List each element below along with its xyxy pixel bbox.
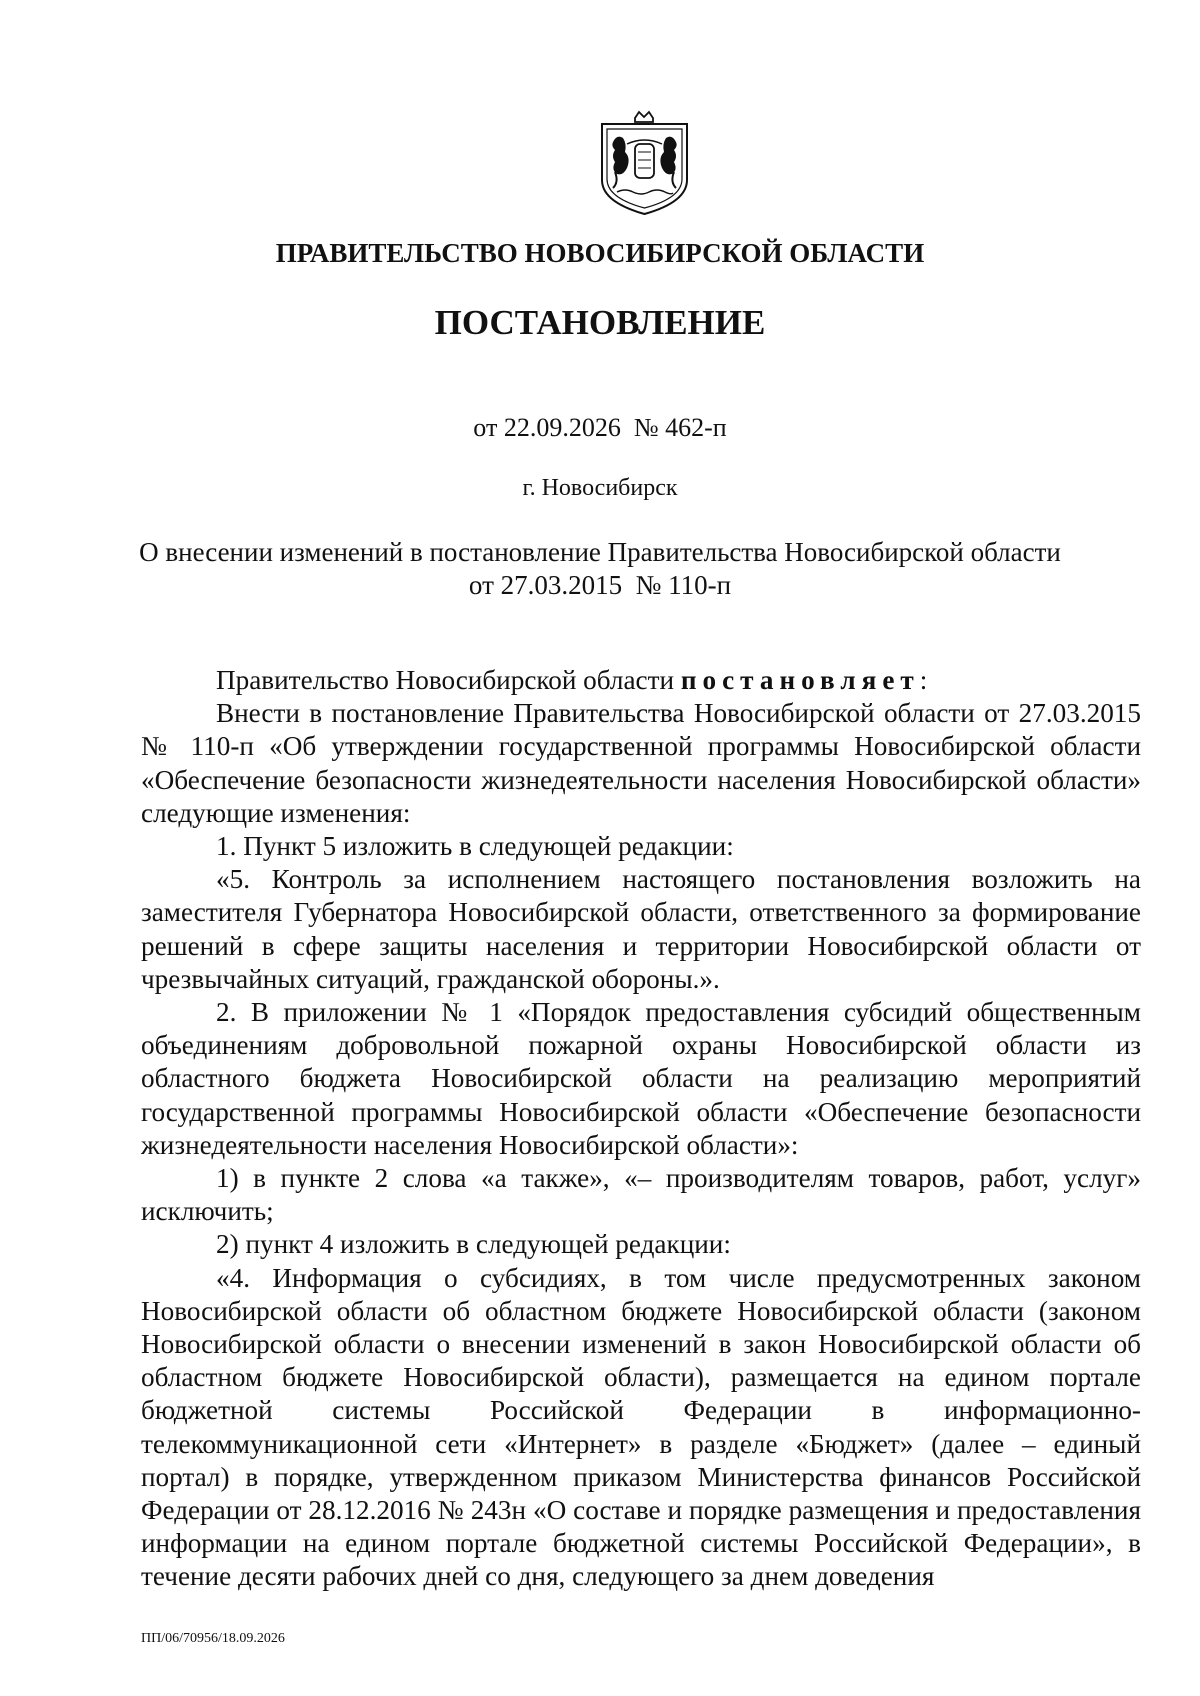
document-body [141, 664, 1141, 1594]
intro-tail: : [919, 665, 928, 695]
document-subject [0, 536, 1200, 602]
coat-of-arms-emblem [597, 110, 692, 218]
document-city: г. Новосибирск [522, 475, 678, 501]
paragraph-5: 1) в пункте 2 слова «а также», «– производителям товаров, работ, услуг» исключить; [141, 1163, 1141, 1227]
intro-paragraph [141, 664, 1141, 697]
paragraph-7: «4. Информация о субсидиях, в том числе предусмотренных законом Новосибирской области об областном бюджете Новосибирской области (законом Новосибирской области о внесении изменений в закон Новосибирской области об областном бюджете Новосибирской области), размещается на едином портале бюджетной системы Российской Федерации в информационно-телекоммуникационной сети «Интернет» в разделе «Бюджет» (далее – единый портал) в порядке, утвержденном приказом Министерства финансов Российской Федерации от 28.12.2016 № 243н «О составе и порядке размещения и предоставления информации на едином портале бюджетной системы Российской Федерации», в течение десяти рабочих дней со дня, следующего за днем доведения [141, 1262, 1141, 1592]
organization-title: ПРАВИТЕЛЬСТВО НОВОСИБИРСКОЙ ОБЛАСТИ [275, 238, 925, 268]
paragraph-4: 2. В приложении № 1 «Порядок предоставления субсидий общественным объединениям добровольной пожарной охраны Новосибирской области из областного бюджета Новосибирской области на реализацию мероприятий государственной программы Новосибирской области «Обеспечение безопасности жизнедеятельности населения Новосибирской области»: [141, 997, 1141, 1160]
paragraph-2: 1. Пункт 5 изложить в следующей редакции: [216, 831, 734, 862]
paragraph-3: «5. Контроль за исполнением настоящего постановления возложить на заместителя Губернатора Новосибирской области, ответственного за формирование решений в сфере защиты населения и территории Новосибирской области от чрезвычайных ситуаций, гражданской обороны.». [141, 864, 1141, 994]
document-footer-code: ПП/06/70956/18.09.2026 [141, 1631, 285, 1646]
subject-line-2: от 27.03.2015 № 110-п [468, 570, 732, 600]
subject-line-1: О внесении изменений в постановление Правительства Новосибирской области [139, 537, 1061, 567]
paragraph-6: 2) пункт 4 изложить в следующей редакции: [216, 1229, 731, 1260]
document-number-line: от 22.09.2026 № 462-п [473, 413, 727, 442]
intro-text: Правительство Новосибирской области [216, 665, 681, 695]
paragraph-1: Внести в постановление Правительства Новосибирской области от 27.03.2015 № 110-п «Об утверждении государственной программы Новосибирской области «Обеспечение безопасности жизнедеятельности населения Новосибирской области» следующие изменения: [141, 698, 1141, 828]
document-type-title: ПОСТАНОВЛЕНИЕ [434, 303, 766, 342]
decree-word: постановляет [680, 665, 920, 695]
